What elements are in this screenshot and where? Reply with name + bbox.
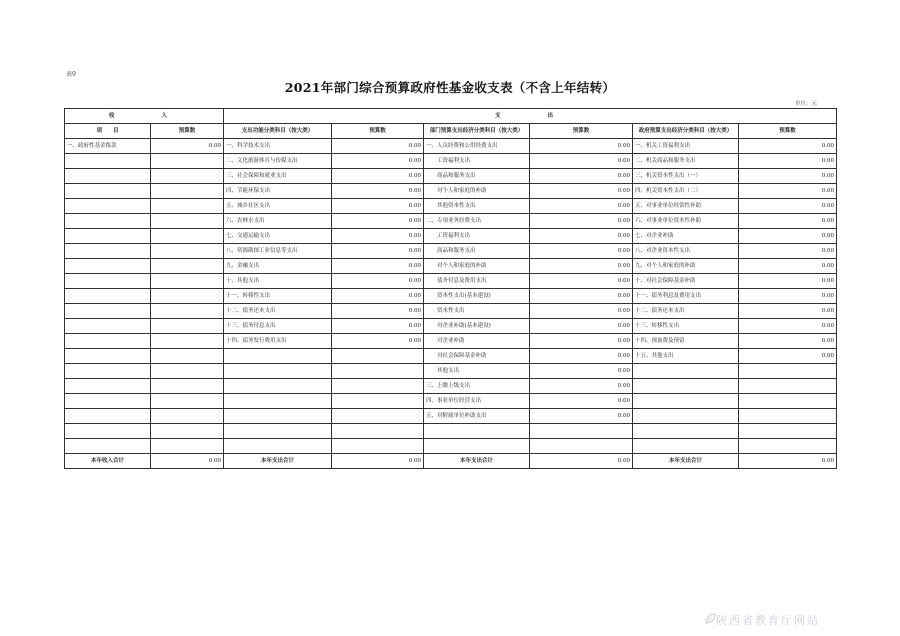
gov-econ-budget-cell: 0.00 bbox=[739, 349, 837, 364]
total-value: 0.00 bbox=[151, 454, 224, 469]
dept-econ-item-cell: 对企业补助 bbox=[424, 334, 530, 349]
func-budget-cell bbox=[332, 424, 424, 439]
dept-econ-budget-cell: 0.00 bbox=[530, 334, 633, 349]
dept-econ-budget-cell: 0.00 bbox=[530, 229, 633, 244]
table-row bbox=[65, 394, 837, 409]
income-budget-cell bbox=[151, 199, 224, 214]
income-item-cell bbox=[65, 304, 151, 319]
total-label: 本年支出合计 bbox=[633, 454, 739, 469]
table-row bbox=[65, 199, 837, 214]
dept-econ-budget-cell: 0.00 bbox=[530, 349, 633, 364]
table-row bbox=[65, 244, 837, 259]
dept-econ-budget-cell: 0.00 bbox=[530, 199, 633, 214]
gov-econ-budget-cell bbox=[739, 424, 837, 439]
total-value: 0.00 bbox=[332, 454, 424, 469]
func-item-cell bbox=[224, 364, 332, 379]
table-row bbox=[65, 214, 837, 229]
table-row bbox=[65, 304, 837, 319]
dept-econ-item-cell: 对企业补助(基本建设) bbox=[424, 319, 530, 334]
income-item-cell bbox=[65, 379, 151, 394]
col-header-item: 项 目 bbox=[65, 124, 151, 139]
income-budget-cell bbox=[151, 154, 224, 169]
gov-econ-budget-cell: 0.00 bbox=[739, 289, 837, 304]
dept-econ-budget-cell: 0.00 bbox=[530, 154, 633, 169]
func-item-cell: 八、资源勘探工业信息等支出 bbox=[224, 244, 332, 259]
gov-econ-item-cell: 五、对事业单位经常性补助 bbox=[633, 199, 739, 214]
dept-econ-item-cell: 其他支出 bbox=[424, 364, 530, 379]
table-row bbox=[65, 184, 837, 199]
total-label: 本年支出合计 bbox=[424, 454, 530, 469]
gov-econ-budget-cell: 0.00 bbox=[739, 199, 837, 214]
func-item-cell bbox=[224, 394, 332, 409]
income-section-header: 收 入 bbox=[65, 109, 224, 124]
gov-econ-item-cell: 二、机关商品和服务支出 bbox=[633, 154, 739, 169]
income-item-cell bbox=[65, 259, 151, 274]
dept-econ-budget-cell: 0.00 bbox=[530, 184, 633, 199]
dept-econ-budget-cell: 0.00 bbox=[530, 259, 633, 274]
func-item-cell: 十二、债务还本支出 bbox=[224, 304, 332, 319]
func-budget-cell: 0.00 bbox=[332, 199, 424, 214]
gov-econ-item-cell: 十、对社会保障基金补助 bbox=[633, 274, 739, 289]
gov-econ-budget-cell bbox=[739, 439, 837, 454]
col-header-budget: 预算数 bbox=[332, 124, 424, 139]
gov-econ-budget-cell: 0.00 bbox=[739, 244, 837, 259]
gov-econ-item-cell: 八、对企业资本性支出 bbox=[633, 244, 739, 259]
income-item-cell bbox=[65, 244, 151, 259]
dept-econ-item-cell bbox=[424, 439, 530, 454]
func-budget-cell bbox=[332, 439, 424, 454]
func-budget-cell: 0.00 bbox=[332, 229, 424, 244]
table-row bbox=[65, 349, 837, 364]
gov-econ-budget-cell bbox=[739, 364, 837, 379]
budget-table bbox=[64, 108, 837, 469]
dept-econ-budget-cell bbox=[530, 439, 633, 454]
gov-econ-budget-cell: 0.00 bbox=[739, 304, 837, 319]
table-row bbox=[65, 274, 837, 289]
income-budget-cell bbox=[151, 229, 224, 244]
dept-econ-item-cell: 对个人和家庭的补助 bbox=[424, 184, 530, 199]
income-budget-cell bbox=[151, 244, 224, 259]
dept-econ-item-cell bbox=[424, 424, 530, 439]
table-row bbox=[65, 439, 837, 454]
dept-econ-budget-cell: 0.00 bbox=[530, 364, 633, 379]
income-budget-cell bbox=[151, 409, 224, 424]
income-budget-cell bbox=[151, 349, 224, 364]
func-item-cell: 九、金融支出 bbox=[224, 259, 332, 274]
leaf-logo-icon bbox=[704, 613, 716, 625]
gov-econ-budget-cell: 0.00 bbox=[739, 154, 837, 169]
income-item-cell bbox=[65, 439, 151, 454]
dept-econ-item-cell: 工资福利支出 bbox=[424, 154, 530, 169]
gov-econ-item-cell: 十四、预备费及预留 bbox=[633, 334, 739, 349]
income-item-cell bbox=[65, 409, 151, 424]
func-item-cell: 十一、转移性支出 bbox=[224, 289, 332, 304]
gov-econ-budget-cell: 0.00 bbox=[739, 229, 837, 244]
gov-econ-item-cell: 一、机关工资福利支出 bbox=[633, 139, 739, 154]
func-budget-cell: 0.00 bbox=[332, 184, 424, 199]
table-row bbox=[65, 139, 837, 154]
col-header-budget: 预算数 bbox=[151, 124, 224, 139]
table-row bbox=[65, 409, 837, 424]
gov-econ-budget-cell: 0.00 bbox=[739, 169, 837, 184]
dept-econ-budget-cell bbox=[530, 424, 633, 439]
gov-econ-budget-cell bbox=[739, 379, 837, 394]
gov-econ-item-cell: 三、机关资本性支出（一） bbox=[633, 169, 739, 184]
func-budget-cell bbox=[332, 364, 424, 379]
income-budget-cell bbox=[151, 274, 224, 289]
dept-econ-budget-cell: 0.00 bbox=[530, 139, 633, 154]
gov-econ-item-cell: 七、对企业补助 bbox=[633, 229, 739, 244]
func-item-cell: 三、社会保障和就业支出 bbox=[224, 169, 332, 184]
table-row bbox=[65, 154, 837, 169]
gov-econ-item-cell bbox=[633, 424, 739, 439]
gov-econ-item-cell bbox=[633, 409, 739, 424]
gov-econ-item-cell bbox=[633, 379, 739, 394]
dept-econ-budget-cell: 0.00 bbox=[530, 379, 633, 394]
func-budget-cell: 0.00 bbox=[332, 259, 424, 274]
gov-econ-budget-cell: 0.00 bbox=[739, 214, 837, 229]
dept-econ-item-cell: 对社会保障基金补助 bbox=[424, 349, 530, 364]
gov-econ-item-cell bbox=[633, 439, 739, 454]
func-item-cell bbox=[224, 409, 332, 424]
dept-econ-item-cell: 工资福利支出 bbox=[424, 229, 530, 244]
func-item-cell bbox=[224, 424, 332, 439]
func-budget-cell bbox=[332, 379, 424, 394]
dept-econ-budget-cell: 0.00 bbox=[530, 304, 633, 319]
income-budget-cell bbox=[151, 364, 224, 379]
func-item-cell: 十三、债务付息支出 bbox=[224, 319, 332, 334]
gov-econ-budget-cell: 0.00 bbox=[739, 139, 837, 154]
dept-econ-item-cell: 三、上缴上级支出 bbox=[424, 379, 530, 394]
func-budget-cell: 0.00 bbox=[332, 139, 424, 154]
column-header-row bbox=[65, 124, 837, 139]
dept-econ-budget-cell: 0.00 bbox=[530, 169, 633, 184]
func-budget-cell: 0.00 bbox=[332, 214, 424, 229]
income-budget-cell: 0.00 bbox=[151, 139, 224, 154]
dept-econ-item-cell: 五、对附属单位补助支出 bbox=[424, 409, 530, 424]
table-row bbox=[65, 259, 837, 274]
income-item-cell bbox=[65, 229, 151, 244]
income-budget-cell bbox=[151, 184, 224, 199]
income-budget-cell bbox=[151, 319, 224, 334]
income-budget-cell bbox=[151, 379, 224, 394]
table-row bbox=[65, 229, 837, 244]
col-header-budget: 预算数 bbox=[739, 124, 837, 139]
gov-econ-budget-cell: 0.00 bbox=[739, 334, 837, 349]
func-budget-cell: 0.00 bbox=[332, 319, 424, 334]
func-item-cell: 二、文化旅游体育与传媒支出 bbox=[224, 154, 332, 169]
income-budget-cell bbox=[151, 334, 224, 349]
total-label: 本年收入合计 bbox=[65, 454, 151, 469]
income-budget-cell bbox=[151, 214, 224, 229]
income-item-cell bbox=[65, 289, 151, 304]
func-budget-cell: 0.00 bbox=[332, 334, 424, 349]
col-header-budget: 预算数 bbox=[530, 124, 633, 139]
table-row bbox=[65, 379, 837, 394]
dept-econ-item-cell: 对个人和家庭的补助 bbox=[424, 259, 530, 274]
dept-econ-item-cell: 商品和服务支出 bbox=[424, 169, 530, 184]
income-budget-cell bbox=[151, 394, 224, 409]
table-number: 表9 bbox=[66, 71, 76, 78]
func-budget-cell: 0.00 bbox=[332, 244, 424, 259]
total-label: 本年支出合计 bbox=[224, 454, 332, 469]
func-item-cell bbox=[224, 349, 332, 364]
gov-econ-budget-cell: 0.00 bbox=[739, 184, 837, 199]
income-budget-cell bbox=[151, 169, 224, 184]
gov-econ-item-cell: 十五、其他支出 bbox=[633, 349, 739, 364]
func-item-cell: 一、科学技术支出 bbox=[224, 139, 332, 154]
totals-row bbox=[65, 454, 837, 469]
gov-econ-item-cell bbox=[633, 394, 739, 409]
dept-econ-item-cell: 四、事业单位经营支出 bbox=[424, 394, 530, 409]
income-budget-cell bbox=[151, 424, 224, 439]
income-item-cell bbox=[65, 364, 151, 379]
dept-econ-budget-cell: 0.00 bbox=[530, 214, 633, 229]
dept-econ-budget-cell: 0.00 bbox=[530, 289, 633, 304]
dept-econ-item-cell: 其他资本性支出 bbox=[424, 199, 530, 214]
func-budget-cell bbox=[332, 409, 424, 424]
dept-econ-budget-cell: 0.00 bbox=[530, 244, 633, 259]
total-value: 0.00 bbox=[739, 454, 837, 469]
income-item-cell bbox=[65, 424, 151, 439]
table-row bbox=[65, 424, 837, 439]
func-item-cell: 五、城乡社区支出 bbox=[224, 199, 332, 214]
expense-section-header: 支 出 bbox=[224, 109, 837, 124]
func-budget-cell: 0.00 bbox=[332, 304, 424, 319]
dept-econ-item-cell: 资本性支出(基本建设) bbox=[424, 289, 530, 304]
table-row bbox=[65, 289, 837, 304]
func-budget-cell: 0.00 bbox=[332, 274, 424, 289]
table-body bbox=[65, 139, 837, 454]
income-budget-cell bbox=[151, 439, 224, 454]
dept-econ-budget-cell: 0.00 bbox=[530, 409, 633, 424]
col-header-func: 支出功能分类科目（按大类） bbox=[224, 124, 332, 139]
func-item-cell: 七、交通运输支出 bbox=[224, 229, 332, 244]
dept-econ-item-cell: 一、人员经费和公用经费支出 bbox=[424, 139, 530, 154]
dept-econ-budget-cell: 0.00 bbox=[530, 274, 633, 289]
dept-econ-budget-cell: 0.00 bbox=[530, 394, 633, 409]
gov-econ-budget-cell bbox=[739, 409, 837, 424]
gov-econ-budget-cell bbox=[739, 394, 837, 409]
unit-label: 单位：元 bbox=[795, 101, 818, 107]
gov-econ-budget-cell: 0.00 bbox=[739, 319, 837, 334]
income-budget-cell bbox=[151, 289, 224, 304]
func-item-cell bbox=[224, 379, 332, 394]
income-item-cell bbox=[65, 154, 151, 169]
gov-econ-item-cell bbox=[633, 364, 739, 379]
col-header-gov-econ: 政府预算支出经济分类科目（按大类） bbox=[633, 124, 739, 139]
total-value: 0.00 bbox=[530, 454, 633, 469]
gov-econ-item-cell: 十三、转移性支出 bbox=[633, 319, 739, 334]
func-budget-cell: 0.00 bbox=[332, 154, 424, 169]
func-budget-cell bbox=[332, 349, 424, 364]
gov-econ-item-cell: 四、机关资本性支出（二） bbox=[633, 184, 739, 199]
table-row bbox=[65, 169, 837, 184]
func-budget-cell: 0.00 bbox=[332, 169, 424, 184]
page-title: 2021年部门综合预算政府性基金收支表（不含上年结转） bbox=[284, 80, 616, 95]
section-header-row bbox=[65, 109, 837, 124]
func-budget-cell bbox=[332, 394, 424, 409]
income-budget-cell bbox=[151, 304, 224, 319]
income-item-cell: 一、政府性基金拨款 bbox=[65, 139, 151, 154]
table-row bbox=[65, 364, 837, 379]
gov-econ-item-cell: 九、对个人和家庭的补助 bbox=[633, 259, 739, 274]
dept-econ-item-cell: 商品和服务支出 bbox=[424, 244, 530, 259]
income-item-cell bbox=[65, 169, 151, 184]
income-item-cell bbox=[65, 184, 151, 199]
func-item-cell: 十四、债务发行费用支出 bbox=[224, 334, 332, 349]
gov-econ-budget-cell: 0.00 bbox=[739, 274, 837, 289]
income-item-cell bbox=[65, 319, 151, 334]
table-row bbox=[65, 334, 837, 349]
func-item-cell: 六、农林水支出 bbox=[224, 214, 332, 229]
gov-econ-item-cell: 十一、债务利息及费用支出 bbox=[633, 289, 739, 304]
col-header-dept-econ: 部门预算支出经济分类科目（按大类） bbox=[424, 124, 530, 139]
income-item-cell bbox=[65, 214, 151, 229]
income-item-cell bbox=[65, 199, 151, 214]
dept-econ-item-cell: 二、专项业务经费支出 bbox=[424, 214, 530, 229]
income-budget-cell bbox=[151, 259, 224, 274]
table-row bbox=[65, 319, 837, 334]
func-budget-cell: 0.00 bbox=[332, 289, 424, 304]
dept-econ-budget-cell: 0.00 bbox=[530, 319, 633, 334]
income-item-cell bbox=[65, 349, 151, 364]
income-item-cell bbox=[65, 334, 151, 349]
dept-econ-item-cell: 资本性支出 bbox=[424, 304, 530, 319]
income-item-cell bbox=[65, 274, 151, 289]
dept-econ-item-cell: 债务付息及费用支出 bbox=[424, 274, 530, 289]
gov-econ-item-cell: 十二、债务还本支出 bbox=[633, 304, 739, 319]
income-item-cell bbox=[65, 394, 151, 409]
watermark-text: 陕西省教育厅网站 bbox=[716, 614, 820, 627]
gov-econ-budget-cell: 0.00 bbox=[739, 259, 837, 274]
func-item-cell: 十、其他支出 bbox=[224, 274, 332, 289]
gov-econ-item-cell: 六、对事业单位资本性补助 bbox=[633, 214, 739, 229]
func-item-cell: 四、节能环保支出 bbox=[224, 184, 332, 199]
func-item-cell bbox=[224, 439, 332, 454]
